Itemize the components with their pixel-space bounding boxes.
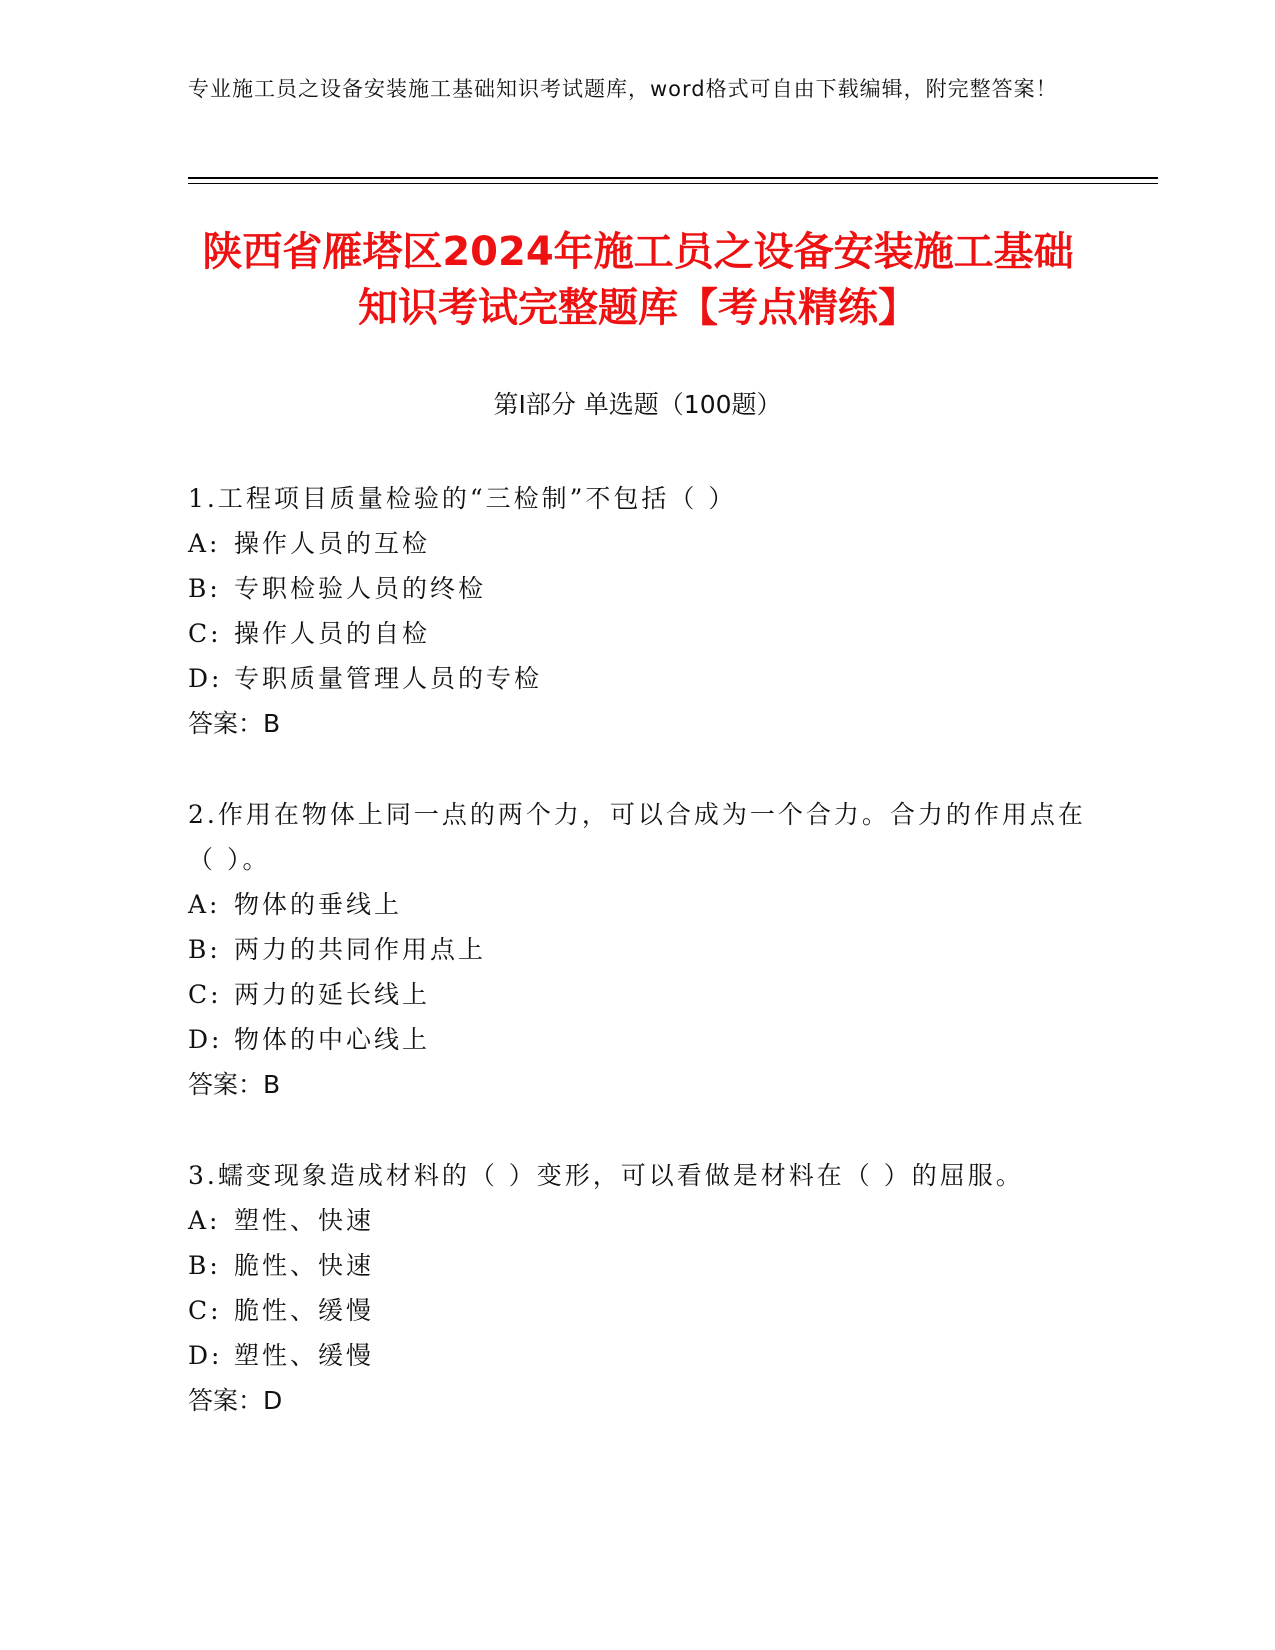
question-list <box>188 476 1088 1469</box>
option-d <box>188 1333 1088 1378</box>
option-letter: A: <box>188 529 221 558</box>
option-letter: D: <box>188 664 223 693</box>
question-1 <box>188 476 1088 746</box>
document-header-note: 专业施工员之设备安装施工基础知识考试题库，word格式可自由下载编辑，附完整答案！ <box>188 77 1058 101</box>
option-d <box>188 1017 1088 1062</box>
option-letter: C: <box>188 980 222 1009</box>
option-text: 操作人员的互检 <box>234 529 431 558</box>
option-b <box>188 1243 1088 1288</box>
option-letter: C: <box>188 1296 222 1325</box>
option-text: 脆性、快速 <box>234 1251 375 1280</box>
option-text: 专职检验人员的终检 <box>234 574 487 603</box>
option-text: 塑性、快速 <box>234 1206 375 1235</box>
option-text: 塑性、缓慢 <box>234 1341 375 1370</box>
option-a <box>188 882 1088 927</box>
option-text: 物体的垂线上 <box>234 890 403 919</box>
header-divider-thick <box>188 177 1158 179</box>
option-c <box>188 972 1088 1017</box>
option-text: 操作人员的自检 <box>234 619 431 648</box>
question-stem: 3.蠕变现象造成材料的（ ）变形，可以看做是材料在（ ）的屈服。 <box>188 1161 1024 1190</box>
option-letter: A: <box>188 890 221 919</box>
option-d <box>188 656 1088 701</box>
section-heading: 第Ⅰ部分 单选题（100题） <box>493 390 782 419</box>
document-title: 陕西省雁塔区2024年施工员之设备安装施工基础知识考试完整题库【考点精练】 <box>202 229 1074 331</box>
option-a <box>188 1198 1088 1243</box>
option-text: 物体的中心线上 <box>234 1025 431 1054</box>
option-b <box>188 927 1088 972</box>
header-divider-thin <box>188 183 1158 184</box>
option-letter: A: <box>188 1206 221 1235</box>
answer-line: 答案：B <box>188 1070 281 1099</box>
option-c <box>188 1288 1088 1333</box>
question-3 <box>188 1153 1088 1423</box>
option-a <box>188 521 1088 566</box>
option-text: 脆性、缓慢 <box>234 1296 375 1325</box>
answer-line: 答案：B <box>188 709 281 738</box>
option-letter: D: <box>188 1025 223 1054</box>
option-c <box>188 611 1088 656</box>
option-text: 两力的延长线上 <box>234 980 431 1009</box>
question-stem: 2.作用在物体上同一点的两个力，可以合成为一个合力。合力的作用点在（ ）。 <box>188 800 1086 874</box>
option-text: 两力的共同作用点上 <box>234 935 487 964</box>
option-letter: D: <box>188 1341 223 1370</box>
option-text: 专职质量管理人员的专检 <box>234 664 543 693</box>
option-letter: B: <box>188 1251 221 1280</box>
option-letter: C: <box>188 619 222 648</box>
option-letter: B: <box>188 935 221 964</box>
question-stem: 1.工程项目质量检验的“三检制”不包括（ ） <box>188 484 737 513</box>
option-letter: B: <box>188 574 221 603</box>
question-2 <box>188 792 1088 1107</box>
answer-line: 答案：D <box>188 1386 283 1415</box>
option-b <box>188 566 1088 611</box>
